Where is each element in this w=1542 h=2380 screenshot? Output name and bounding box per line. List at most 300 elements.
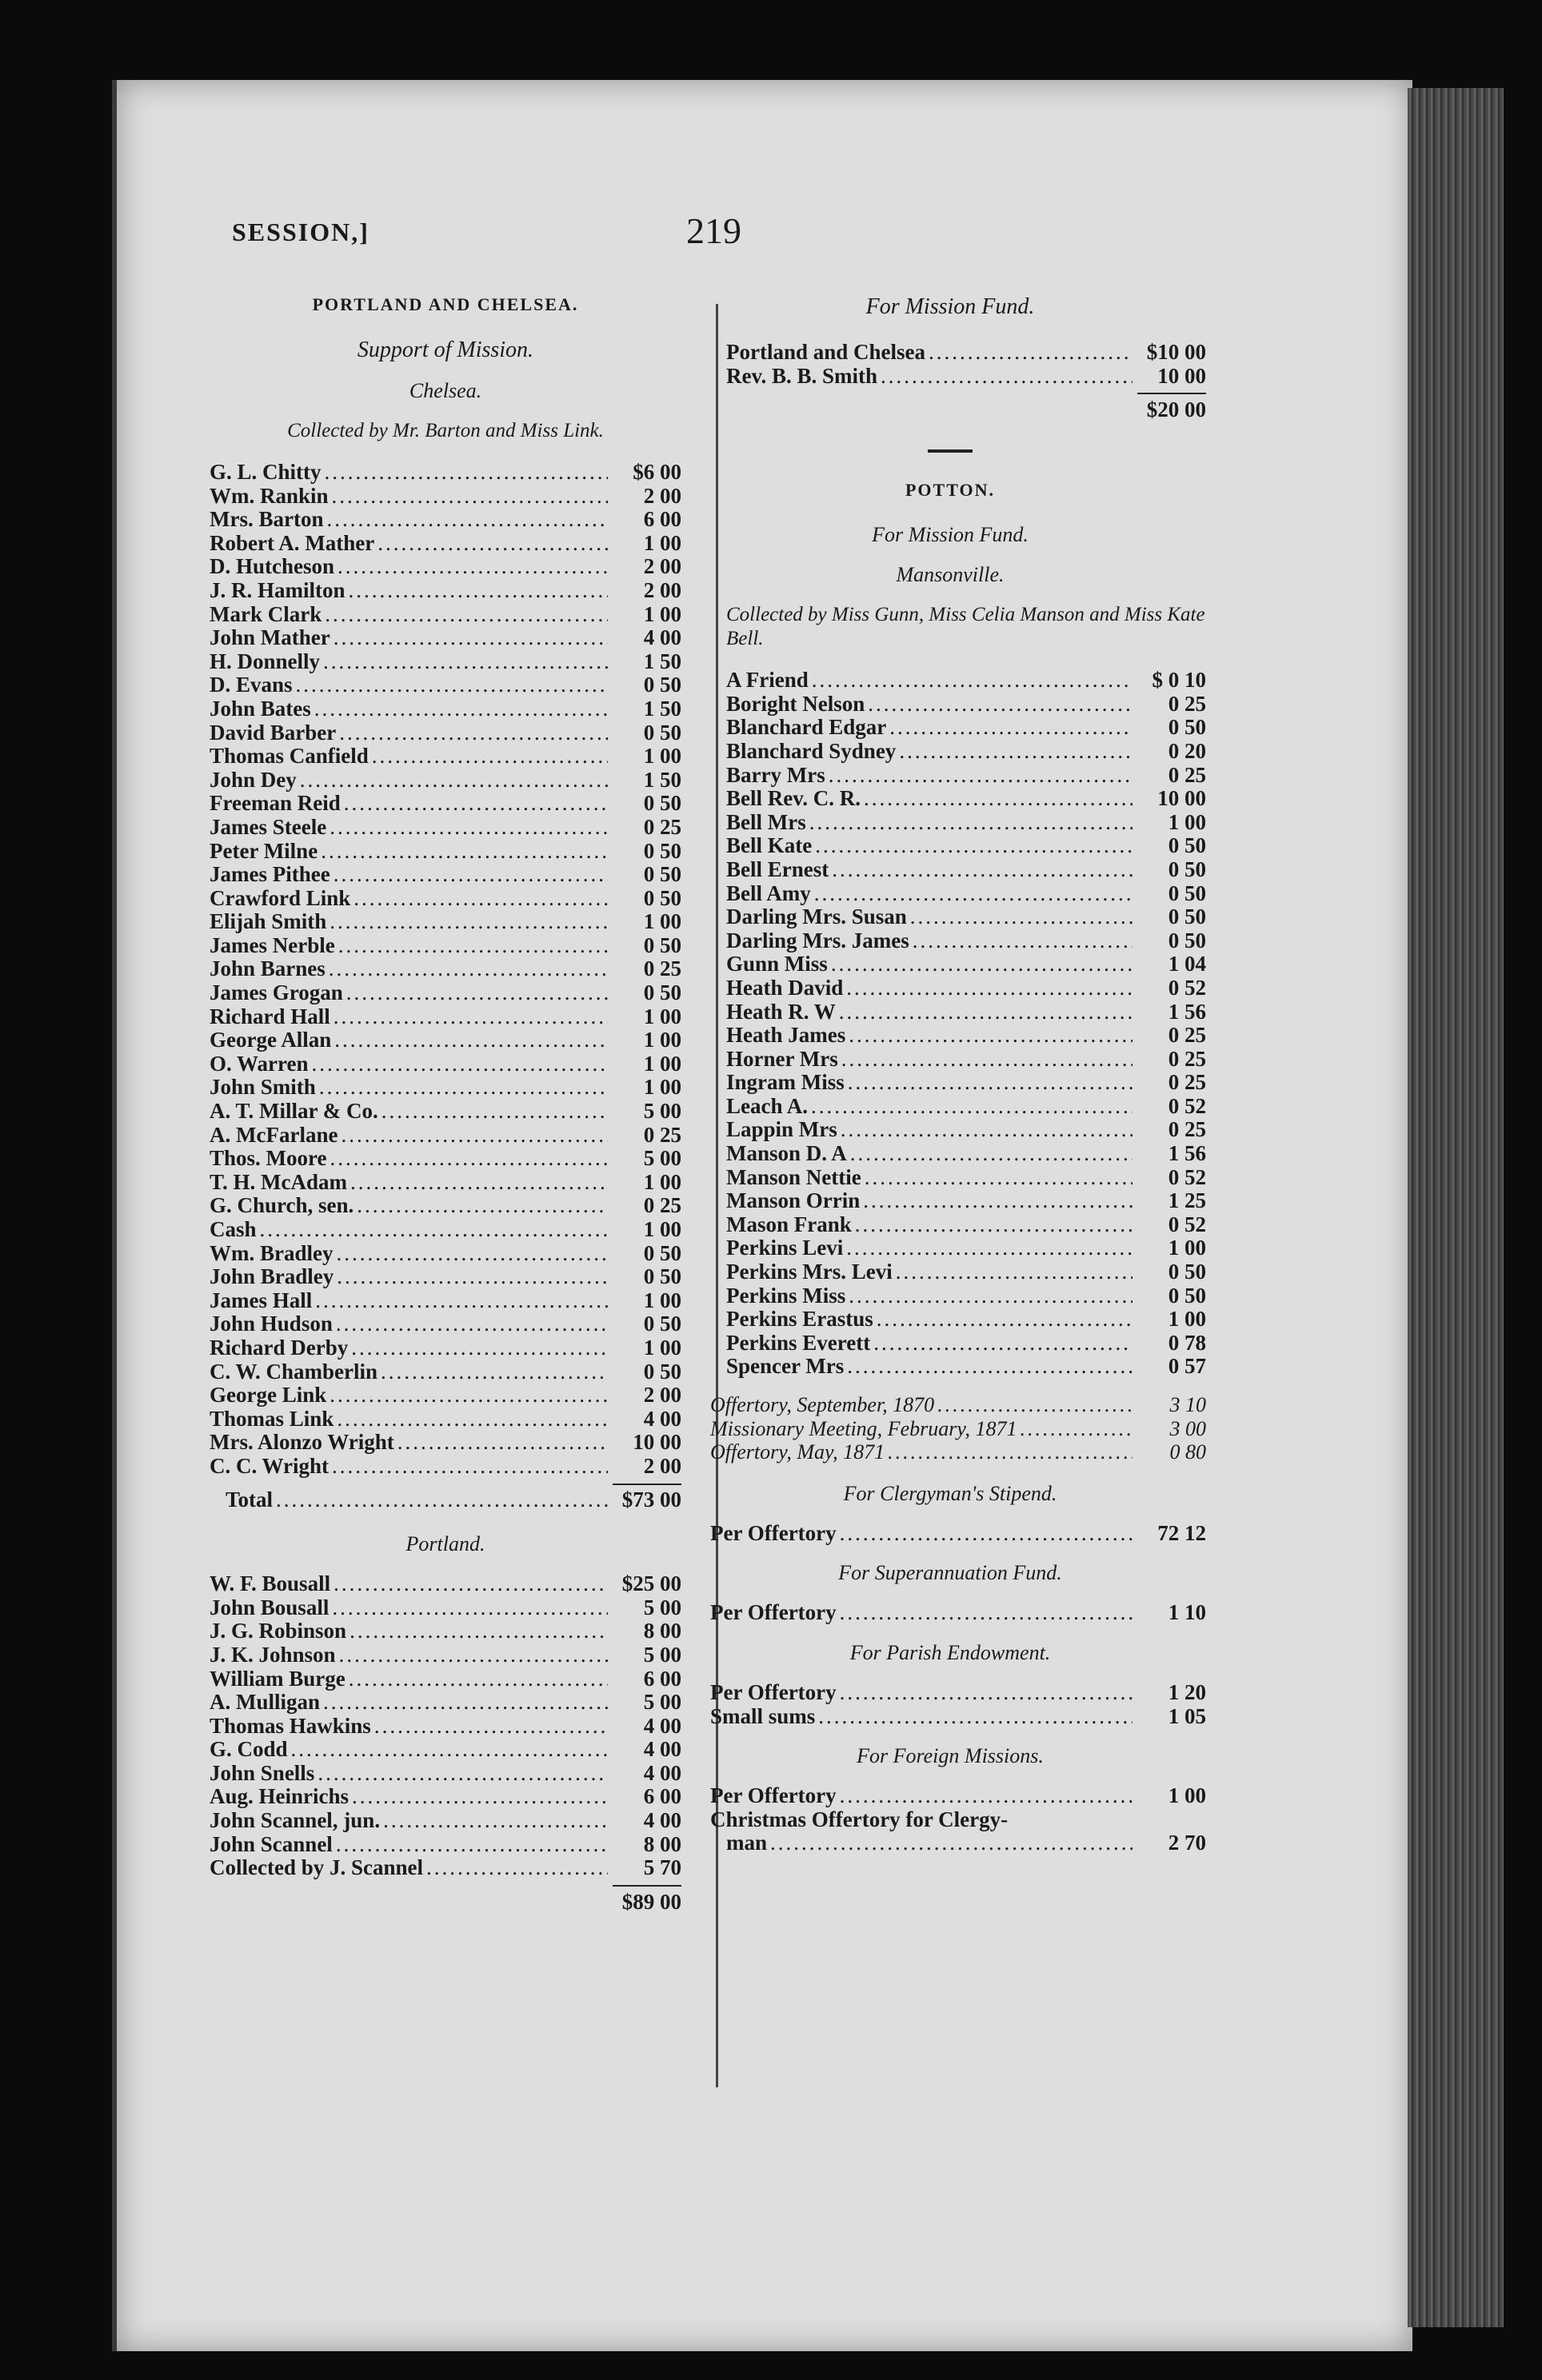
mission-entry [726,341,1206,365]
potton-entry [726,834,1206,858]
chelsea-entry [210,650,681,674]
leader-dots [337,1265,608,1289]
entry-amount: 0 25 [1168,1023,1206,1048]
potton-entry [726,1024,1206,1048]
leader-dots [338,934,608,958]
leader-dots [850,1142,1133,1166]
potton-entry [726,1118,1206,1142]
potton-entry [726,858,1206,882]
potton-entry [726,976,1206,1000]
entry-name: J. G. Robinson [210,1619,347,1643]
leader-dots [846,1236,1133,1260]
leader-dots [929,341,1133,365]
entry-name: Bell Ernest [726,857,829,881]
entry-name: Rev. B. B. Smith [726,363,878,388]
right-column [694,294,1206,1855]
portland-entry [210,1715,681,1739]
entry-name: Peter Milne [210,838,318,863]
leader-dots [863,1189,1133,1213]
entry-name: Heath R. W [726,999,836,1024]
entry-amount: 0 50 [1168,904,1206,929]
entry-name: John Scannel, jun. [210,1808,381,1833]
entry-name: James Nerble [210,932,335,957]
entry-amount: 1 00 [643,1217,681,1241]
potton-entry [726,787,1206,811]
foreign-list [694,1784,1206,1808]
entry-amount: 5 00 [643,1099,681,1124]
entry-amount: 5 00 [643,1595,681,1619]
entry-amount: 0 25 [1168,1046,1206,1071]
entry-name: Bell Mrs [726,809,806,834]
mission-total: $20 00 [1146,397,1206,422]
entry-amount: 1 00 [1168,1783,1206,1808]
entry-name: Leach A. [726,1093,809,1118]
potton-entry [726,693,1206,717]
leader-dots [314,697,608,721]
entry-name: William Burge [210,1666,346,1691]
entry-name: A. Mulligan [210,1690,321,1715]
leader-dots [350,1171,608,1195]
entry-name: Aug. Heinrichs [210,1784,350,1809]
chelsea-entry [210,1289,681,1313]
entry-name: Boright Nelson [726,691,865,716]
entry-name: W. F. Bousall [210,1571,331,1596]
entry-name: Lappin Mrs [726,1117,837,1142]
entry-name: Portland and Chelsea [726,340,926,364]
potton-entry [726,1000,1206,1024]
stipend-list [694,1522,1206,1546]
mansonville-heading: Mansonville. [896,563,1005,587]
chelsea-entry [210,934,681,958]
leader-dots [841,1118,1133,1142]
entry-name: Perkins Miss [726,1283,846,1308]
entry-name: Wm. Bradley [210,1240,334,1265]
entry-name: Freeman Reid [210,791,341,816]
chelsea-entry [210,1124,681,1148]
leader-dots [896,1260,1133,1284]
portland-entry [210,1691,681,1715]
chelsea-entry [210,1408,681,1432]
entry-amount: $ 0 10 [1152,668,1206,693]
entry-amount: 4 00 [643,1808,681,1833]
entry-amount: 0 52 [1168,975,1206,1000]
leader-dots [383,1809,608,1833]
chelsea-entry [210,1171,681,1195]
potton-entry [726,1213,1206,1237]
entry-amount: $25 00 [621,1571,681,1596]
potton-entry [726,669,1206,693]
leader-dots [334,1028,608,1052]
christmas-offertory-amount: 2 70 [1168,1831,1206,1855]
entry-amount: 6 00 [643,1784,681,1809]
leader-dots [849,1284,1133,1308]
entry-amount: 0 52 [1168,1093,1206,1118]
leader-dots [840,1522,1133,1546]
entry-name: John Bates [210,696,311,721]
leader-dots [300,769,608,793]
leader-dots [812,669,1133,693]
leader-dots [818,1705,1133,1729]
chelsea-entry [210,1455,681,1479]
potton-entry [726,1284,1206,1308]
chelsea-entry [210,816,681,840]
leader-dots [840,1681,1133,1705]
leader-dots [811,1095,1133,1119]
leader-dots [354,887,608,911]
entry-amount: 0 50 [643,720,681,745]
entry-name: John Smith [210,1075,316,1100]
portland-heading: Portland. [405,1532,485,1556]
entry-amount: 1 00 [643,1028,681,1052]
leader-dots [349,579,608,603]
leader-dots [374,1715,608,1739]
endowment-list [694,1681,1206,1728]
chelsea-entry [210,1431,681,1455]
leader-dots [1020,1417,1133,1441]
entry-amount: 4 00 [643,1737,681,1762]
entry-amount: 0 25 [643,814,681,839]
leader-dots [336,1312,608,1336]
entry-name: Offertory, May, 1871 [710,1440,885,1464]
entry-name: James Steele [210,814,327,839]
leader-dots [841,1048,1133,1072]
leader-dots [349,1667,608,1691]
entry-name: Manson Nettie [726,1164,861,1189]
leader-dots [815,834,1133,858]
leader-dots [296,673,608,697]
entry-amount: 1 50 [643,696,681,721]
entry-amount: 0 25 [1168,762,1206,787]
entry-amount: 0 50 [643,932,681,957]
leader-dots [332,1596,608,1620]
chelsea-entry [210,910,681,934]
entry-amount: 5 70 [643,1855,681,1880]
entry-amount: 1 00 [643,1169,681,1194]
potton-entry [726,1142,1206,1166]
entry-amount: 0 80 [1169,1440,1206,1464]
entry-amount: 8 00 [643,1619,681,1643]
leader-dots [334,863,608,887]
entry-amount: 2 00 [643,554,681,579]
entry-name: Manson Orrin [726,1188,861,1213]
total-rule [613,1484,681,1485]
entry-amount: 0 50 [1168,715,1206,740]
chelsea-entry [210,1242,681,1266]
entry-amount: 0 25 [1168,1117,1206,1142]
chelsea-list [210,461,681,1479]
leader-dots [337,1408,608,1432]
leader-dots [352,1785,608,1809]
entry-amount: 0 50 [643,885,681,910]
leader-dots [334,1005,608,1029]
chelsea-entry [210,1005,681,1029]
leader-dots [846,976,1133,1000]
chelsea-entry [210,697,681,721]
leader-dots [346,981,608,1005]
entry-name: G. L. Chitty [210,460,322,484]
chelsea-entry [210,1194,681,1218]
entry-name: Blanchard Sydney [726,738,897,763]
stipend-heading: For Clergyman's Stipend. [843,1481,1057,1505]
potton-list [694,669,1206,1379]
entry-amount: 4 00 [643,1713,681,1738]
potton-entry [726,1355,1206,1379]
chelsea-entry [210,863,681,887]
entry-amount: 72 12 [1157,1520,1206,1545]
chelsea-entry [210,1265,681,1289]
leader-dots [323,650,608,674]
leader-dots [378,532,608,556]
entry-name: Richard Hall [210,1004,330,1028]
leader-dots [260,1218,608,1242]
leader-dots [372,745,608,769]
entry-amount: 0 57 [1168,1354,1206,1379]
offertory-entry [710,1440,1206,1464]
total-rule [613,1885,681,1887]
entry-amount: 0 50 [1168,928,1206,952]
entry-name: Missionary Meeting, February, 1871 [710,1416,1017,1440]
entry-amount: 2 00 [643,577,681,602]
entry-name: Mrs. Alonzo Wright [210,1430,394,1455]
page-number: 219 [686,210,741,251]
leader-dots [318,1762,608,1786]
chelsea-entry [210,957,681,981]
potton-entry [726,905,1206,929]
portland-entry [210,1596,681,1620]
entry-name: John Dey [210,767,297,792]
foreign-missions-heading: For Foreign Missions. [857,1744,1044,1768]
entry-name: Ingram Miss [726,1070,845,1095]
potton-mission-heading: For Mission Fund. [872,523,1029,547]
chelsea-total: $73 00 [621,1487,681,1511]
entry-name: Robert A. Mather [210,530,375,555]
chelsea-entry [210,840,681,864]
potton-collectors-note: Collected by Miss Gunn, Miss Celia Manson and Miss Kate Bell. [726,604,1205,650]
mission-entry [726,365,1206,389]
portland-entry [210,1856,681,1880]
chelsea-entry [210,1052,681,1076]
superannuation-entry [710,1601,1206,1625]
entry-amount: 0 25 [643,1122,681,1147]
endowment-heading: For Parish Endowment. [849,1640,1051,1664]
entry-amount: 0 50 [1168,1260,1206,1284]
entry-amount: 0 50 [1168,857,1206,881]
entry-name: Heath James [726,1023,846,1048]
entry-amount: 1 00 [643,909,681,934]
leader-dots [864,787,1133,811]
leader-dots [351,1336,608,1360]
entry-amount: 0 25 [643,1193,681,1218]
entry-name: Crawford Link [210,885,351,910]
chelsea-entry [210,1028,681,1052]
chelsea-heading: Chelsea. [409,379,482,402]
entry-amount: 0 20 [1168,738,1206,763]
leader-dots [426,1856,608,1880]
entry-name: D. Evans [210,673,293,697]
entry-name: Blanchard Edgar [726,715,887,740]
entry-amount: 0 50 [643,1264,681,1289]
entry-amount: 0 25 [643,956,681,981]
chelsea-entry [210,555,681,579]
chelsea-entry [210,579,681,603]
entry-name: Richard Derby [210,1335,349,1360]
portland-total: $89 00 [621,1889,681,1914]
leader-dots [330,1384,608,1408]
entry-amount: 0 50 [1168,1283,1206,1308]
entry-name: John Scannel [210,1831,333,1856]
collectors-note: Collected by Mr. Barton and Miss Link. [287,420,604,441]
leader-dots [855,1213,1133,1237]
entry-amount: 0 50 [643,673,681,697]
entry-amount: 1 00 [643,601,681,626]
leader-dots [330,1147,609,1171]
entry-amount: 1 00 [643,1004,681,1028]
portland-entry [210,1785,681,1809]
portland-entry [210,1762,681,1786]
entry-name: Perkins Mrs. Levi [726,1260,893,1284]
entry-name: Manson D. A [726,1141,847,1166]
entry-name: Thos. Moore [210,1146,327,1171]
leader-dots [357,1194,608,1218]
leader-dots [848,1071,1133,1095]
chelsea-entry [210,1312,681,1336]
leader-dots [381,1360,608,1384]
leader-dots [319,1076,608,1100]
offertory-entry [710,1393,1206,1417]
foreign-entry [710,1784,1206,1808]
leader-dots [840,1601,1133,1625]
entry-amount: 0 50 [1168,833,1206,858]
entry-amount: 1 56 [1168,999,1206,1024]
entry-name: Thomas Hawkins [210,1713,371,1738]
entry-amount: 0 50 [643,862,681,887]
leader-dots [847,1355,1133,1379]
entry-amount: $6 00 [633,460,681,484]
entry-amount: 2 00 [643,1383,681,1408]
leader-dots [881,365,1133,389]
potton-entry [726,1048,1206,1072]
leader-dots [344,792,608,816]
leader-dots [334,626,608,650]
entry-amount: 1 00 [643,1288,681,1312]
entry-amount: 5 00 [643,1642,681,1667]
portland-entry [210,1643,681,1667]
leader-dots [334,1572,608,1596]
entry-name: Per Offertory [710,1679,837,1704]
chelsea-entry [210,769,681,793]
entry-name: Mason Frank [726,1212,852,1236]
entry-name: C. W. Chamberlin [210,1359,378,1384]
leader-dots [350,1619,608,1643]
entry-amount: 0 50 [643,980,681,1005]
entry-name: O. Warren [210,1051,309,1076]
leader-dots [321,840,608,864]
leader-dots [397,1431,608,1455]
entry-amount: 4 00 [643,625,681,650]
entry-amount: 8 00 [643,1831,681,1856]
stipend-entry [710,1522,1206,1546]
entry-amount: 3 10 [1169,1393,1206,1416]
mission-fund-heading: For Mission Fund. [865,294,1035,319]
page-edges [1408,88,1504,2327]
entry-name: Mark Clark [210,601,322,626]
chelsea-entry [210,1100,681,1124]
leader-dots [937,1393,1133,1417]
leader-dots [336,1833,608,1857]
entry-amount: 1 25 [1168,1188,1206,1213]
leader-dots [332,485,608,509]
leader-dots [814,882,1133,906]
section-heading-portland-chelsea: PORTLAND AND CHELSEA. [312,294,579,314]
section-divider [928,449,973,453]
entry-amount: 10 00 [1157,786,1206,811]
entry-name: Offertory, September, 1870 [710,1393,935,1416]
leader-dots [339,721,608,745]
entry-name: A Friend [726,668,809,693]
entry-amount: 1 00 [643,1335,681,1360]
total-rule [1137,393,1206,394]
entry-amount: 0 78 [1168,1330,1206,1355]
entry-name: C. C. Wright [210,1453,330,1478]
leader-dots [899,740,1133,764]
leader-dots [323,1691,608,1715]
entry-amount: 0 50 [643,1359,681,1384]
entry-amount: 4 00 [643,1760,681,1785]
mission-list [694,341,1206,388]
entry-name: John Bradley [210,1264,334,1289]
potton-heading: POTTON. [905,480,995,501]
leader-dots [338,555,608,579]
chelsea-entry [210,485,681,509]
entry-name: George Allan [210,1028,332,1052]
entry-amount: 1 20 [1168,1679,1206,1704]
entry-amount: 0 50 [643,791,681,816]
chelsea-entry [210,1384,681,1408]
leader-dots [325,461,608,485]
potton-entry [726,1308,1206,1332]
chelsea-entry [210,1336,681,1360]
entry-name: John Snells [210,1760,315,1785]
potton-entry [726,764,1206,788]
entry-name: Thomas Link [210,1406,334,1431]
leader-dots [341,1124,608,1148]
entry-name: J. R. Hamilton [210,577,346,602]
entry-name: T. H. McAdam [210,1169,347,1194]
potton-entry [726,740,1206,764]
leader-dots [339,1643,608,1667]
superannuation-list [694,1601,1206,1625]
leader-dots [325,603,608,627]
entry-name: Gunn Miss [726,952,828,976]
leader-dots [889,716,1133,740]
entry-name: Collected by J. Scannel [210,1855,423,1880]
entry-name: James Hall [210,1288,313,1312]
potton-entry [726,1095,1206,1119]
entry-amount: 1 00 [1168,1307,1206,1332]
portland-entry [210,1809,681,1833]
chelsea-entry [210,626,681,650]
entry-name: J. K. Johnson [210,1642,336,1667]
entry-amount: 2 00 [643,483,681,508]
chelsea-entry [210,673,681,697]
entry-name: Per Offertory [710,1783,837,1808]
potton-entry [726,1332,1206,1356]
entry-amount: 1 00 [643,1051,681,1076]
running-header: SESSION,] [232,218,370,246]
leader-dots [865,1166,1133,1190]
entry-name: Spencer Mrs [726,1354,845,1379]
offertory-entry [710,1417,1206,1441]
